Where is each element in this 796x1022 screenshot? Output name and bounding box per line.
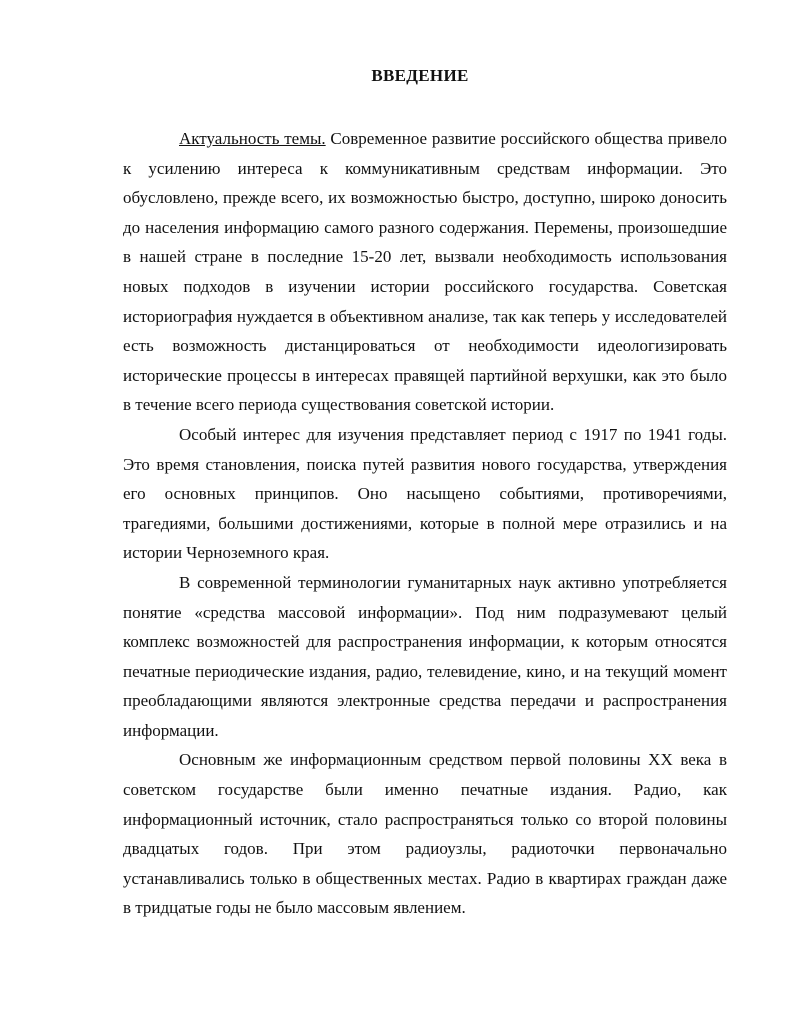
paragraph-terminology bbox=[123, 568, 727, 746]
paragraph-press bbox=[123, 745, 727, 923]
paragraph-lead-relevance: Актуальность темы. bbox=[179, 129, 326, 148]
page-title: ВВЕДЕНИЕ bbox=[371, 66, 469, 85]
paragraph-text: Особый интерес для изучения представляет период с 1917 по 1941 годы. Это время становления, поиска путей развития нового государства, утверждения его основных принципов. Оно насыщено событиями, противоречиями, трагедиями, большими достижениями, которые в полной мере отразились и на истории Черноземного края. bbox=[123, 424, 727, 563]
paragraph-period bbox=[123, 420, 727, 568]
paragraph-relevance bbox=[123, 124, 727, 420]
paragraph-text: Основным же информационным средством первой половины XX века в советском государстве были именно печатные издания. Радио, как информационный источник, стало распространяться только со второй половины двадцатых годов. При этом радиоузлы, радиоточки первоначально устанавливались только в общественных местах. Радио в квартирах граждан даже в тридцатые годы не было массовым явлением. bbox=[123, 750, 727, 918]
paragraph-text: В современной терминологии гуманитарных наук активно употребляется понятие «средства массовой информации». Под ним подразумевают целый комплекс возможностей для распространения информации, к которым относятся печатные периодические издания, радио, телевидение, кино, и на текущий момент преобладающими являются электронные средства передачи и распространения информации. bbox=[123, 572, 727, 740]
document-body bbox=[123, 124, 727, 923]
paragraph-text: Современное развитие российского общества привело к усилению интереса к коммуникативным средствам информации. Это обусловлено, прежде всего, их возможностью быстро, доступно, широко доносить до населения информацию самого разного содержания. Перемены, произошедшие в нашей стране в последние 15-20 лет, вызвали необходимость использования новых подходов в изучении истории российского государства. Советская историография нуждается в объективном анализе, так как теперь у исследователей есть возможность дистанцироваться от необходимости идеологизировать исторические процессы в интересах правящей партийной верхушки, как это было в течение всего периода существования советской истории. bbox=[123, 129, 727, 415]
